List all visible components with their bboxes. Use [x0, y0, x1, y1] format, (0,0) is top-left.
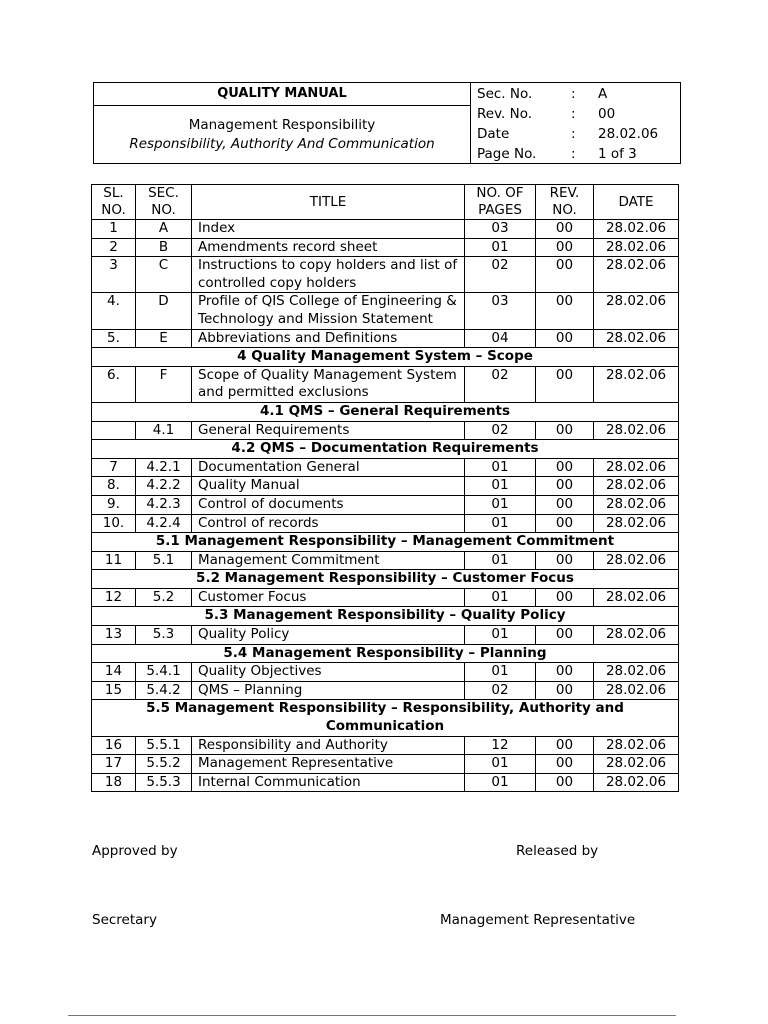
cell-title: Documentation General — [192, 458, 465, 477]
cell-date: 28.02.06 — [594, 495, 679, 514]
cell-sl: 4. — [92, 293, 136, 329]
cell-title: Internal Communication — [192, 773, 465, 792]
section-heading: 5.4 Management Responsibility – Planning — [92, 644, 679, 663]
cell-sl: 9. — [92, 495, 136, 514]
meta-value: 28.02.06 — [598, 126, 659, 142]
cell-date: 28.02.06 — [594, 257, 679, 293]
cell-sec: 5.2 — [136, 588, 192, 607]
cell-pages: 01 — [465, 773, 536, 792]
table-row — [92, 238, 679, 257]
col-header-title: TITLE — [192, 185, 465, 220]
cell-sl: 14 — [92, 663, 136, 682]
cell-title: Responsibility and Authority — [192, 736, 465, 755]
section-subtitle: Management Responsibility — [188, 116, 376, 133]
cell-pages: 01 — [465, 551, 536, 570]
table-row — [92, 495, 679, 514]
cell-date: 28.02.06 — [594, 681, 679, 700]
cell-title: Quality Policy — [192, 626, 465, 645]
cell-sl — [92, 421, 136, 440]
table-row — [92, 421, 679, 440]
cell-sl: 1 — [92, 220, 136, 239]
cell-date: 28.02.06 — [594, 514, 679, 533]
cell-title: Amendments record sheet — [192, 238, 465, 257]
table-row — [92, 626, 679, 645]
cell-sl: 3 — [92, 257, 136, 293]
cell-rev: 00 — [536, 458, 594, 477]
cell-pages: 01 — [465, 588, 536, 607]
cell-sec: 5.5.1 — [136, 736, 192, 755]
cell-sl: 10. — [92, 514, 136, 533]
meta-value: A — [598, 86, 608, 102]
table-row — [92, 755, 679, 774]
cell-sec: 4.2.4 — [136, 514, 192, 533]
cell-pages: 03 — [465, 293, 536, 329]
cell-title: Management Representative — [192, 755, 465, 774]
meta-key: Date — [477, 126, 510, 142]
table-row — [92, 329, 679, 348]
cell-sec: 5.1 — [136, 551, 192, 570]
approved-by-label: Approved by — [92, 843, 178, 859]
document-header — [93, 82, 681, 164]
cell-pages: 01 — [465, 626, 536, 645]
cell-sl: 15 — [92, 681, 136, 700]
table-row — [92, 366, 679, 402]
table-row — [92, 681, 679, 700]
cell-pages: 04 — [465, 329, 536, 348]
cell-pages: 01 — [465, 238, 536, 257]
section-heading-row — [92, 607, 679, 626]
cell-rev: 00 — [536, 329, 594, 348]
cell-rev: 00 — [536, 238, 594, 257]
cell-date: 28.02.06 — [594, 421, 679, 440]
cell-sl: 17 — [92, 755, 136, 774]
cell-sec: 5.5.2 — [136, 755, 192, 774]
cell-rev: 00 — [536, 755, 594, 774]
cell-date: 28.02.06 — [594, 551, 679, 570]
cell-pages: 01 — [465, 458, 536, 477]
cell-pages: 02 — [465, 366, 536, 402]
cell-title: Profile of QIS College of Engineering & Technology and Mission Statement — [192, 293, 465, 329]
meta-colon: : — [571, 86, 576, 102]
col-header-date: DATE — [594, 185, 679, 220]
cell-title: Scope of Quality Management System and permitted exclusions — [192, 366, 465, 402]
cell-sec: C — [136, 257, 192, 293]
col-header-pages: NO. OF PAGES — [465, 185, 536, 220]
cell-sl: 18 — [92, 773, 136, 792]
cell-date: 28.02.06 — [594, 663, 679, 682]
cell-sec: 5.3 — [136, 626, 192, 645]
cell-rev: 00 — [536, 773, 594, 792]
table-row — [92, 736, 679, 755]
cell-rev: 00 — [536, 495, 594, 514]
section-heading-row — [92, 440, 679, 459]
table-row — [92, 773, 679, 792]
cell-date: 28.02.06 — [594, 293, 679, 329]
cell-rev: 00 — [536, 681, 594, 700]
cell-pages: 03 — [465, 220, 536, 239]
section-heading: 4.2 QMS – Documentation Requirements — [92, 440, 679, 459]
cell-title: Instructions to copy holders and list of controlled copy holders — [192, 257, 465, 293]
cell-rev: 00 — [536, 663, 594, 682]
meta-sec-no — [477, 85, 680, 105]
cell-title: Control of records — [192, 514, 465, 533]
cell-rev: 00 — [536, 257, 594, 293]
cell-rev: 00 — [536, 514, 594, 533]
cell-title: Management Commitment — [192, 551, 465, 570]
cell-rev: 00 — [536, 293, 594, 329]
section-heading: 5.2 Management Responsibility – Customer Focus — [92, 570, 679, 589]
approver-role: Secretary — [92, 912, 157, 928]
col-header-sec-no: SEC. NO. — [136, 185, 192, 220]
cell-title: Index — [192, 220, 465, 239]
cell-sec: 4.1 — [136, 421, 192, 440]
cell-date: 28.02.06 — [594, 773, 679, 792]
cell-pages: 02 — [465, 257, 536, 293]
cell-rev: 00 — [536, 366, 594, 402]
table-row — [92, 220, 679, 239]
cell-rev: 00 — [536, 588, 594, 607]
cell-sec: 5.4.2 — [136, 681, 192, 700]
header-subtitle-block — [94, 106, 470, 163]
cell-title: Control of documents — [192, 495, 465, 514]
meta-key: Page No. — [477, 146, 537, 162]
section-heading-row — [92, 533, 679, 552]
meta-colon: : — [571, 106, 576, 122]
footer-divider — [68, 1015, 676, 1016]
releaser-role: Management Representative — [440, 912, 636, 928]
cell-sl: 5. — [92, 329, 136, 348]
section-heading: 4.1 QMS – General Requirements — [92, 402, 679, 421]
manual-title: QUALITY MANUAL — [94, 83, 470, 106]
cell-pages: 02 — [465, 681, 536, 700]
meta-page-no — [477, 145, 680, 165]
cell-sec: A — [136, 220, 192, 239]
document-meta — [471, 83, 680, 163]
meta-key: Rev. No. — [477, 106, 533, 122]
cell-sl: 8. — [92, 477, 136, 496]
table-header-row — [92, 185, 679, 220]
released-by-label: Released by — [516, 843, 599, 859]
cell-rev: 00 — [536, 220, 594, 239]
table-row — [92, 514, 679, 533]
cell-sl: 6. — [92, 366, 136, 402]
cell-date: 28.02.06 — [594, 755, 679, 774]
cell-rev: 00 — [536, 477, 594, 496]
cell-date: 28.02.06 — [594, 366, 679, 402]
cell-sec: 4.2.2 — [136, 477, 192, 496]
section-subtitle-italic: Responsibility, Authority And Communication — [129, 135, 435, 152]
table-body — [92, 220, 679, 792]
cell-rev: 00 — [536, 551, 594, 570]
cell-pages: 01 — [465, 477, 536, 496]
cell-date: 28.02.06 — [594, 220, 679, 239]
cell-title: Customer Focus — [192, 588, 465, 607]
section-heading: 5.3 Management Responsibility – Quality Policy — [92, 607, 679, 626]
table-row — [92, 458, 679, 477]
section-heading-row — [92, 644, 679, 663]
cell-rev: 00 — [536, 421, 594, 440]
meta-key: Sec. No. — [477, 86, 533, 102]
cell-date: 28.02.06 — [594, 736, 679, 755]
table-row — [92, 257, 679, 293]
cell-title: Quality Manual — [192, 477, 465, 496]
cell-sl: 13 — [92, 626, 136, 645]
cell-sec: D — [136, 293, 192, 329]
cell-date: 28.02.06 — [594, 477, 679, 496]
col-header-rev-no: REV. NO. — [536, 185, 594, 220]
cell-sl: 12 — [92, 588, 136, 607]
cell-sec: 5.4.1 — [136, 663, 192, 682]
table-row — [92, 477, 679, 496]
table-row — [92, 551, 679, 570]
section-heading: 5.1 Management Responsibility – Management Commitment — [92, 533, 679, 552]
cell-sec: B — [136, 238, 192, 257]
cell-date: 28.02.06 — [594, 588, 679, 607]
cell-date: 28.02.06 — [594, 626, 679, 645]
cell-sec: 4.2.1 — [136, 458, 192, 477]
section-heading-row — [92, 402, 679, 421]
cell-date: 28.02.06 — [594, 329, 679, 348]
cell-sec: 4.2.3 — [136, 495, 192, 514]
cell-date: 28.02.06 — [594, 458, 679, 477]
table-row — [92, 663, 679, 682]
header-title-block — [94, 83, 471, 163]
cell-title: General Requirements — [192, 421, 465, 440]
section-heading: 4 Quality Management System – Scope — [92, 348, 679, 367]
table-row — [92, 588, 679, 607]
cell-title: Abbreviations and Definitions — [192, 329, 465, 348]
cell-rev: 00 — [536, 626, 594, 645]
meta-value: 00 — [598, 106, 616, 122]
cell-sl: 16 — [92, 736, 136, 755]
section-heading: 5.5 Management Responsibility – Responsibility, Authority and Communication — [92, 700, 679, 736]
cell-rev: 00 — [536, 736, 594, 755]
cell-pages: 01 — [465, 495, 536, 514]
meta-colon: : — [571, 146, 576, 162]
cell-pages: 01 — [465, 755, 536, 774]
col-header-sl-no: SL. NO. — [92, 185, 136, 220]
section-heading-row — [92, 348, 679, 367]
index-table — [91, 184, 679, 792]
cell-sec: E — [136, 329, 192, 348]
cell-sl: 7 — [92, 458, 136, 477]
meta-date — [477, 125, 680, 145]
meta-value: 1 of 3 — [598, 146, 637, 162]
cell-sl: 11 — [92, 551, 136, 570]
cell-title: QMS – Planning — [192, 681, 465, 700]
cell-pages: 01 — [465, 514, 536, 533]
table-row — [92, 293, 679, 329]
meta-colon: : — [571, 126, 576, 142]
cell-pages: 01 — [465, 663, 536, 682]
cell-sec: 5.5.3 — [136, 773, 192, 792]
cell-title: Quality Objectives — [192, 663, 465, 682]
cell-sec: F — [136, 366, 192, 402]
section-heading-row — [92, 700, 679, 736]
meta-rev-no — [477, 105, 680, 125]
section-heading-row — [92, 570, 679, 589]
cell-sl: 2 — [92, 238, 136, 257]
cell-pages: 12 — [465, 736, 536, 755]
cell-pages: 02 — [465, 421, 536, 440]
cell-date: 28.02.06 — [594, 238, 679, 257]
